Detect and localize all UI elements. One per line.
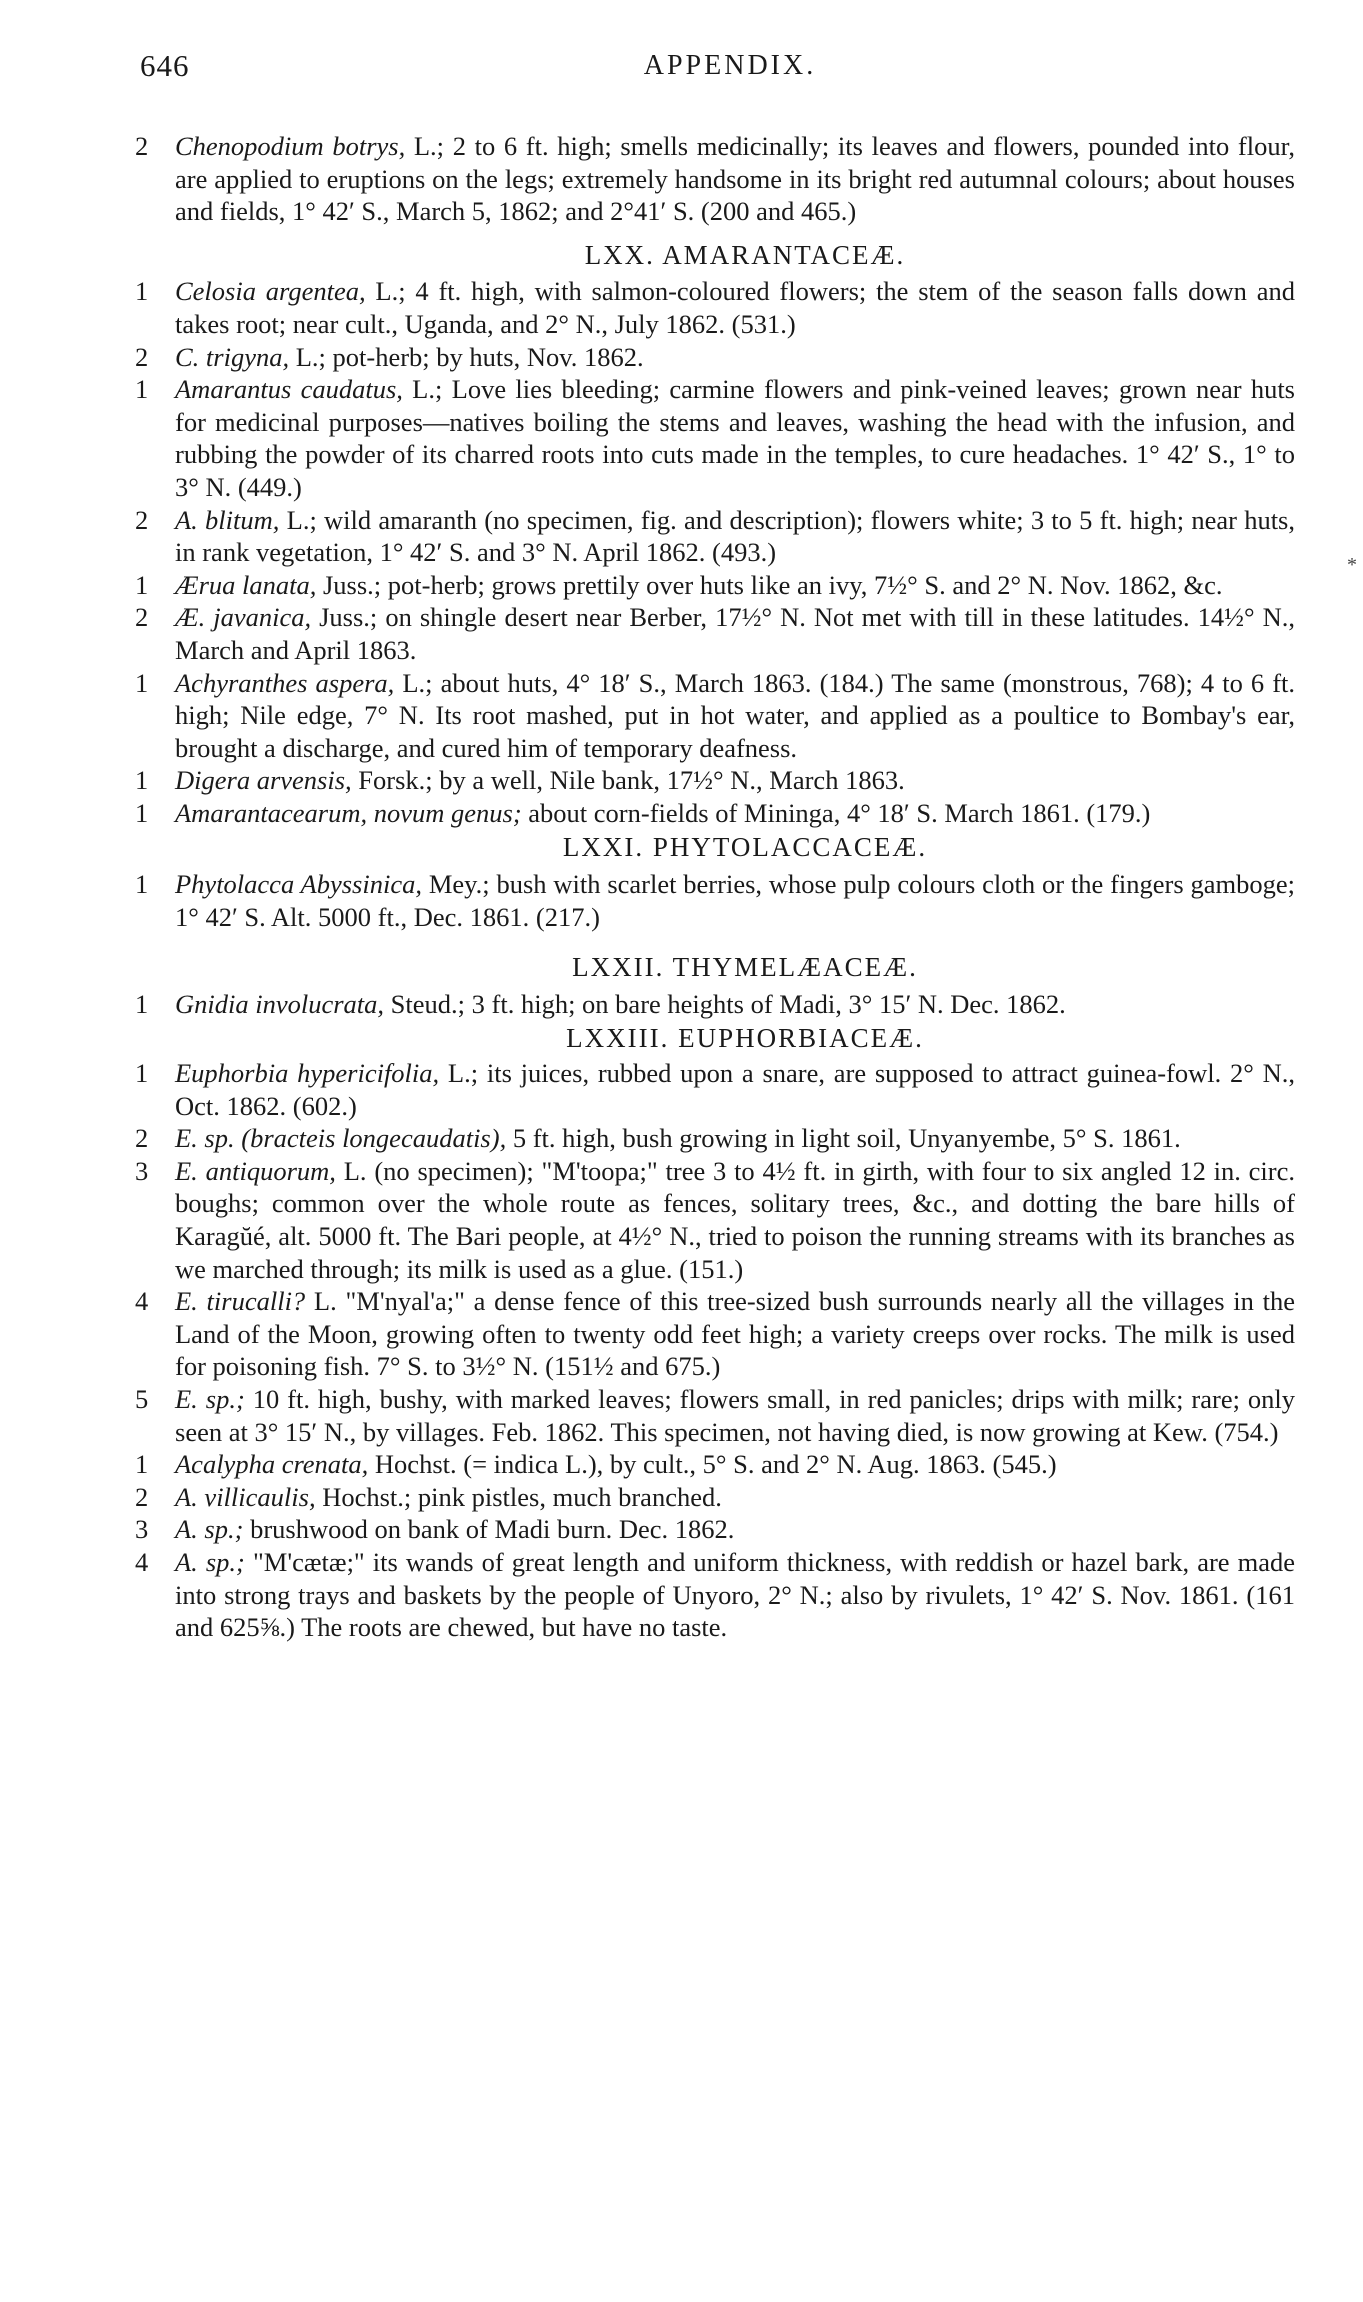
entry-euphorbia-antiquorum	[135, 1155, 1295, 1285]
entry-number: 3	[135, 1514, 149, 1545]
entry-number: 2	[135, 131, 149, 161]
species-name: Amarantacearum, novum genus;	[175, 797, 522, 828]
entry-acalypha-villicaulis	[135, 1481, 1295, 1514]
species-name: Phytolacca Abyssinica,	[175, 869, 422, 900]
entry-gnidia-involucrata	[135, 988, 1295, 1021]
species-name: Amarantus caudatus,	[175, 374, 403, 405]
entry-description: brushwood on bank of Madi burn. Dec. 1862.	[243, 1514, 735, 1545]
entry-number: 4	[135, 1546, 149, 1577]
entry-description: L.; its juices, rubbed upon a snare, are supposed to attract guinea-fowl. 2° N., Oct. 1862. (602.)	[175, 1058, 1295, 1121]
page-number: 646	[140, 48, 190, 83]
entry-number: 2	[135, 1481, 149, 1512]
entry-number: 1	[135, 988, 149, 1019]
entry-number: 1	[135, 1449, 149, 1480]
entry-celosia-trigyna	[135, 341, 1295, 374]
entry-euphorbia-hypericifolia	[135, 1057, 1295, 1122]
species-name: Æ. javanica,	[175, 602, 312, 633]
entry-euphorbia-sp-marked	[135, 1383, 1295, 1448]
entry-amarantus-blitum	[135, 504, 1295, 569]
entry-euphorbia-tirucalli	[135, 1285, 1295, 1383]
entry-description: Hochst.; pink pistles, much branched.	[315, 1481, 722, 1512]
species-name: Chenopodium botrys,	[175, 131, 406, 161]
entry-number: 2	[135, 602, 149, 633]
entry-amarantacearum-novum-genus	[135, 797, 1295, 830]
entry-description: "M'cætæ;" its wands of great length and uniform thickness, with reddish or hazel bark, are made into strong trays and baskets by the people of Unyoro, 2° N.; also by rivulets, 1° 42′ S. Nov. 1861. (161 and 625⅝.) The roots are chewed, but have no taste.	[175, 1546, 1296, 1643]
entry-digera-arvensis	[135, 764, 1295, 797]
species-name: E. sp. (bracteis longecaudatis),	[175, 1123, 507, 1154]
entry-description: about corn-fields of Mininga, 4° 18′ S. March 1861. (179.)	[521, 797, 1151, 828]
entry-number: 1	[135, 374, 149, 405]
entry-number: 3	[135, 1155, 149, 1186]
entry-description: Forsk.; by a well, Nile bank, 17½° N., March 1863.	[351, 765, 905, 796]
entry-acalypha-sp-brushwood	[135, 1513, 1295, 1546]
entry-description: Steud.; 3 ft. high; on bare heights of Madi, 3° 15′ N. Dec. 1862.	[384, 988, 1066, 1019]
entry-description: Hochst. (= indica L.), by cult., 5° S. and 2° N. Aug. 1863. (545.)	[368, 1449, 1057, 1480]
species-name: Acalypha crenata,	[175, 1449, 369, 1480]
entry-description: Juss.; on shingle desert near Berber, 17½° N. Not met with till in these latitudes. 14½° N., March and April 1863.	[175, 602, 1295, 665]
entry-number: 1	[135, 869, 149, 900]
species-name: C. trigyna,	[175, 341, 290, 372]
species-name: Euphorbia hypericifolia,	[175, 1058, 440, 1089]
entry-description: L.; Love lies bleeding; carmine flowers and pink-veined leaves; grown near huts for medicinal purposes—natives boiling the stems and leaves, washing the head with the infusion, and rubbing the powder of its charred roots into cuts made in the temples, to cure headaches. 1° 42′ S., 1° to 3° N. (449.)	[175, 374, 1295, 502]
section-heading-euphorbiaceae: LXXIII. EUPHORBIACEÆ.	[566, 1023, 924, 1054]
entry-achyranthes-aspera	[135, 667, 1295, 765]
entry-aerua-lanata	[135, 569, 1295, 602]
entry-number: 5	[135, 1383, 149, 1414]
entry-number: 2	[135, 341, 149, 372]
species-name: Digera arvensis,	[175, 765, 352, 796]
species-name: Achyranthes aspera,	[175, 667, 395, 698]
entry-description: L.; about huts, 4° 18′ S., March 1863. (184.) The same (monstrous, 768); 4 to 6 ft. high; Nile edge, 7° N. Its root mashed, put in hot water, and applied as a poultice to Bombay's ear, brought a discharge, and cured him of temporary deafness.	[175, 667, 1295, 763]
species-name: E. sp.;	[175, 1383, 245, 1414]
entry-acalypha-crenata	[135, 1448, 1295, 1481]
section-heading-amarantaceae: LXX. AMARANTACEÆ.	[584, 239, 906, 270]
running-head	[140, 48, 1290, 88]
species-name: Celosia argentea,	[175, 276, 366, 307]
entry-description: 5 ft. high, bush growing in light soil, Unyanyembe, 5° S. 1861.	[506, 1123, 1181, 1154]
entry-description: L.; 4 ft. high, with salmon-coloured flowers; the stem of the season falls down and takes root; near cult., Uganda, and 2° N., July 1862. (531.)	[175, 276, 1295, 339]
entry-acalypha-sp-mcaetae	[135, 1546, 1295, 1644]
species-name: E. tirucalli?	[175, 1286, 306, 1317]
entry-number: 2	[135, 504, 149, 535]
species-name: Ærua lanata,	[175, 569, 317, 600]
entry-description: L.; pot-herb; by huts, Nov. 1862.	[289, 341, 644, 372]
entry-number: 1	[135, 569, 149, 600]
entry-description: L. (no specimen); "M'toopa;" tree 3 to 4½ ft. in girth, with four to six angled 12 in. circ. boughs; common over the whole route as fences, solitary trees, &c., and dotting the bare hills of Karagŭé, alt. 5000 ft. The Bari people, at 4½° N., tried to poison the running streams with its branches as we marched through; its milk is used as a glue. (151.)	[175, 1155, 1295, 1284]
entry-description: L. "M'nyal'a;" a dense fence of this tree-sized bush surrounds nearly all the villages in the Land of the Moon, growing often to twenty odd feet high; a variety creeps over rocks. The milk is used for poisoning fish. 7° S. to 3½° N. (151½ and 675.)	[175, 1286, 1296, 1382]
running-title: APPENDIX.	[643, 50, 817, 81]
entry-description: Mey.; bush with scarlet berries, whose pulp colours cloth or the fingers gamboge; 1° 42′ S. Alt. 5000 ft., Dec. 1861. (217.)	[175, 869, 1295, 932]
entry-description: 10 ft. high, bushy, with marked leaves; flowers small, in red panicles; drips with milk; rare; only seen at 3° 15′ N., by villages. Feb. 1862. This specimen, not having died, is now growing at Kew. (754.)	[175, 1383, 1295, 1447]
entry-number: 1	[135, 1058, 149, 1089]
appendix-body	[135, 130, 1295, 1644]
entry-amarantus-caudatus	[135, 373, 1295, 503]
species-name: Gnidia involucrata,	[175, 988, 385, 1019]
entry-number: 1	[135, 276, 149, 307]
entry-number: 1	[135, 797, 149, 828]
entry-number: 4	[135, 1286, 149, 1317]
section-heading-thymelaeaceae: LXXII. THYMELÆACEÆ.	[572, 952, 918, 983]
entry-phytolacca-abyssinica	[135, 868, 1295, 933]
entry-description: L.; 2 to 6 ft. high; smells medicinally; its leaves and flowers, pounded into flour, are applied to eruptions on the legs; extremely handsome in its bright red autumnal colours; about houses and fields, 1° 42′ S., March 5, 1862; and 2°41′ S. (200 and 465.)	[175, 131, 1295, 227]
entry-number: 1	[135, 667, 149, 698]
species-name: A. sp.;	[175, 1546, 245, 1577]
margin-mark: *	[1347, 554, 1357, 576]
entry-aerua-javanica	[135, 601, 1295, 666]
entry-description: Juss.; pot-herb; grows prettily over huts like an ivy, 7½° S. and 2° N. Nov. 1862, &c.	[316, 569, 1223, 600]
entry-chenopodium-botrys	[135, 130, 1295, 228]
species-name: A. villicaulis,	[175, 1481, 316, 1512]
section-heading-phytolaccaceae: LXXI. PHYTOLACCACEÆ.	[562, 832, 928, 863]
entry-number: 1	[135, 765, 149, 796]
entry-description: L.; wild amaranth (no specimen, fig. and description); flowers white; 3 to 5 ft. high; near huts, in rank vegetation, 1° 42′ S. and 3° N. April 1862. (493.)	[175, 504, 1295, 568]
species-name: A. sp.;	[175, 1514, 244, 1545]
species-name: E. antiquorum,	[175, 1155, 336, 1186]
entry-celosia-argentea	[135, 275, 1295, 340]
entry-euphorbia-sp-bracteis	[135, 1122, 1295, 1155]
entry-number: 2	[135, 1123, 149, 1154]
species-name: A. blitum,	[175, 504, 280, 535]
